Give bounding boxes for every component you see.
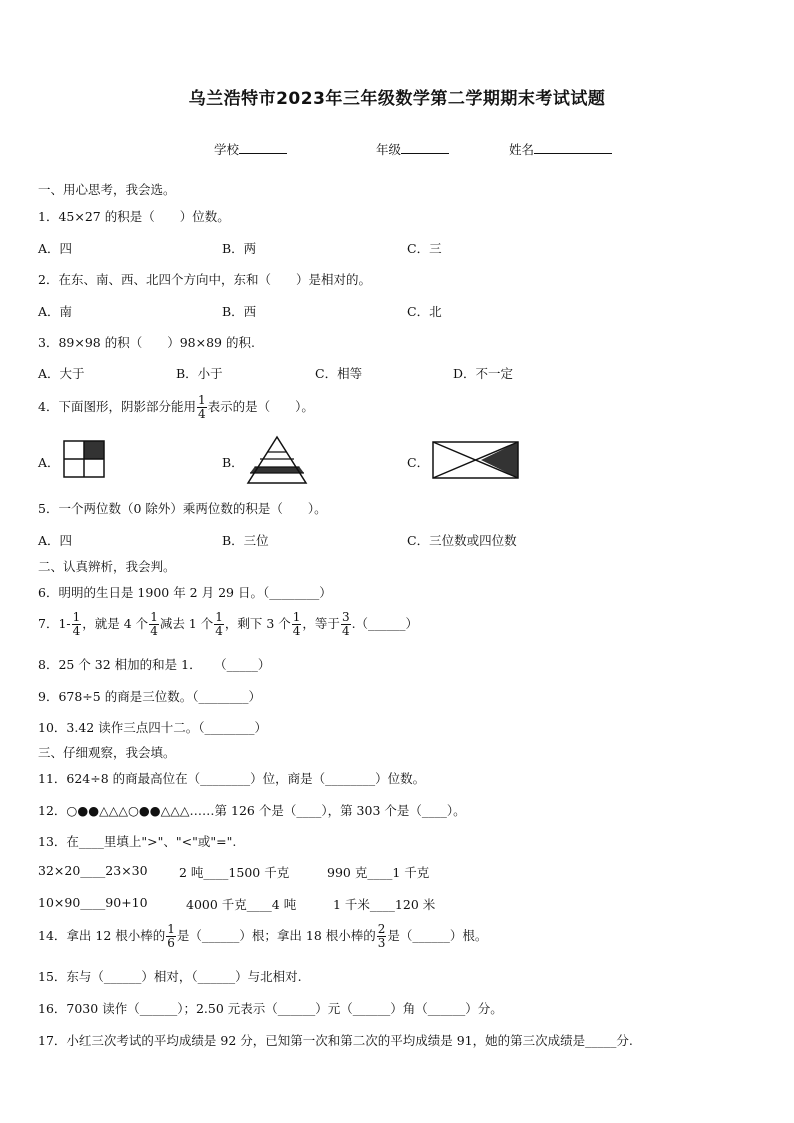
- name-blank[interactable]: [534, 153, 612, 154]
- section-heading-1: 一、用心思考，我会选。: [38, 182, 176, 197]
- fraction: $\frac{1}{4}$: [292, 610, 301, 638]
- question-2: 2．在东、南、西、北四个方向中，东和（ ）是相对的。: [38, 272, 371, 287]
- question-7: 7．1- $\frac{1}{4}$ ，就是 4 个 $\frac{1}{4}$ 减去 1 个 $\frac{1}{4}$ ，剩下 3 个 $\frac{1}{4}$ ，等于 $\frac{3}{4}$ .（______）: [38, 610, 419, 638]
- fraction: $\frac{1}{4}$: [72, 610, 81, 638]
- q2-option-b[interactable]: B．西: [222, 304, 257, 319]
- q5-option-c[interactable]: C．三位数或四位数: [407, 533, 517, 548]
- q13-compare-1[interactable]: 32×20____23×30: [38, 863, 148, 878]
- grade-blank[interactable]: [401, 153, 449, 154]
- q4-figure-b-triangle[interactable]: [246, 435, 308, 485]
- question-11: 11．624÷8 的商最高位在（________）位，商是（________）位数。: [38, 771, 426, 786]
- q5-option-a[interactable]: A．四: [38, 533, 73, 548]
- question-1: 1．45×27 的积是（ ）位数。: [38, 209, 230, 224]
- question-5: 5．一个两位数（0 除外）乘两位数的积是（ ）。: [38, 501, 327, 516]
- q4-figure-a-square[interactable]: [63, 440, 105, 478]
- q3-option-c[interactable]: C．相等: [315, 366, 363, 381]
- section-heading-2: 二、认真辨析，我会判。: [38, 559, 176, 574]
- q13-compare-4[interactable]: 10×90____90+10: [38, 895, 148, 910]
- grade-label: 年级: [376, 142, 402, 157]
- question-13: 13．在____里填上">"、"<"或"=".: [38, 834, 237, 849]
- q1-option-c[interactable]: C．三: [407, 241, 442, 256]
- q4-option-c-label[interactable]: C．: [407, 455, 430, 470]
- fraction: $\frac{3}{4}$: [341, 610, 350, 638]
- q2-option-c[interactable]: C．北: [407, 304, 442, 319]
- school-label: 学校: [214, 142, 240, 157]
- fraction: $\frac{2}{3}$: [377, 922, 386, 950]
- school-field: [214, 140, 287, 158]
- q2-option-a[interactable]: A．南: [38, 304, 73, 319]
- question-17: 17．小红三次考试的平均成绩是 92 分，已知第一次和第二次的平均成绩是 91，她的第三次成绩是_____分.: [38, 1033, 633, 1048]
- grade-field: [376, 140, 449, 158]
- question-4: [38, 394, 314, 421]
- name-label: 姓名: [509, 142, 535, 157]
- q13-compare-5[interactable]: 4000 千克____4 吨: [186, 897, 297, 912]
- q1-option-b[interactable]: B．两: [222, 241, 257, 256]
- fraction: $\frac{1}{6}$: [167, 922, 175, 950]
- section-heading-3: 三、仔细观察，我会填。: [38, 745, 176, 760]
- q4-figure-c-rectangle[interactable]: [432, 441, 520, 479]
- question-15: 15．东与（______）相对，（______）与北相对.: [38, 969, 302, 984]
- fraction: $\frac{1}{4}$: [150, 610, 158, 638]
- question-3: 3．89×98 的积（ ）98×89 的积.: [38, 335, 255, 350]
- q13-compare-2[interactable]: 2 吨____1500 千克: [179, 865, 290, 880]
- fraction: $\frac{1}{4}$: [215, 610, 223, 638]
- question-6: 6．明明的生日是 1900 年 2 月 29 日。（________）: [38, 585, 332, 600]
- q3-option-b[interactable]: B．小于: [176, 366, 223, 381]
- question-16: 16．7030 读作（______）；2.50 元表示（______）元（______）角（______）分。: [38, 1001, 503, 1016]
- q13-compare-6[interactable]: 1 千米____120 米: [333, 897, 436, 912]
- q5-option-b[interactable]: B．三位: [222, 533, 269, 548]
- question-12: 12．○●●△△△○●●△△△……第 126 个是（____），第 303 个是（____）。: [38, 803, 466, 818]
- name-field: [509, 140, 612, 158]
- q3-option-a[interactable]: A．大于: [38, 366, 85, 381]
- q4-text-pre: 4．下面图形，阴影部分能用: [38, 399, 196, 414]
- school-blank[interactable]: [239, 153, 287, 154]
- question-10: 10．3.42 读作三点四十二。（________）: [38, 720, 267, 735]
- fraction-one-quarter: $\frac{1}{4}$: [197, 393, 206, 421]
- question-14: 14．拿出 12 根小棒的 $\frac{1}{6}$ 是（______）根；拿出 18 根小棒的 $\frac{2}{3}$ 是（______）根。: [38, 922, 488, 950]
- q4-option-a-label[interactable]: A．: [38, 455, 60, 470]
- q4-option-b-label[interactable]: B．: [222, 455, 244, 470]
- question-8: 8．25 个 32 相加的和是 1． （_____）: [38, 657, 271, 672]
- page-title: 乌兰浩特市2023年三年级数学第二学期期末考试试题: [188, 89, 606, 109]
- question-9: 9．678÷5 的商是三位数。（________）: [38, 689, 261, 704]
- q13-compare-3[interactable]: 990 克____1 千克: [327, 865, 430, 880]
- q4-text-post: 表示的是（ ）。: [207, 399, 314, 414]
- q1-option-a[interactable]: A．四: [38, 241, 73, 256]
- q3-option-d[interactable]: D．不一定: [453, 366, 514, 381]
